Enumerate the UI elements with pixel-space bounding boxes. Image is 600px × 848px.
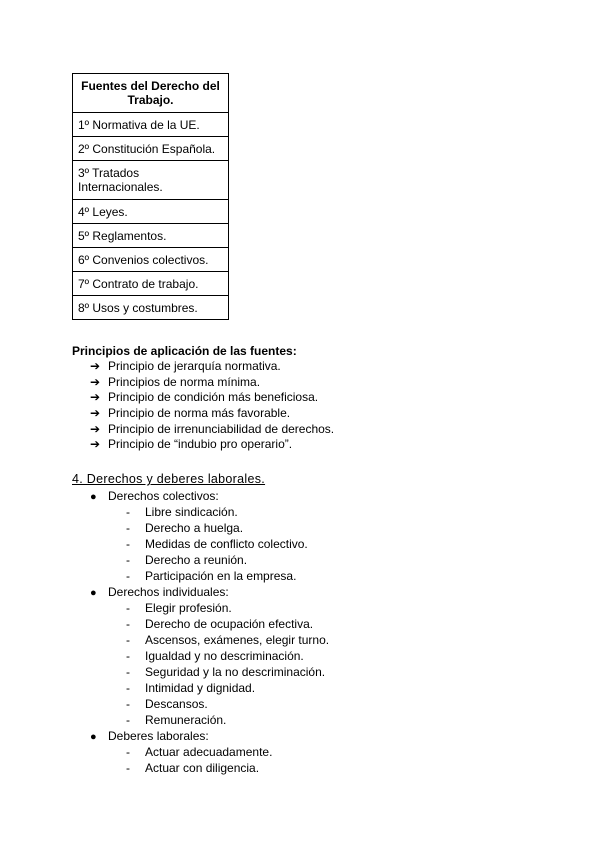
individual-rights-group xyxy=(90,584,329,728)
list-item-text: Actuar adecuadamente. xyxy=(145,745,273,759)
list-item xyxy=(126,520,308,536)
table-header-row xyxy=(73,74,229,113)
list-item-text: Participación en la empresa. xyxy=(145,569,297,583)
group-heading xyxy=(90,728,272,744)
list-item xyxy=(126,664,329,680)
table-row xyxy=(73,224,229,248)
list-item-text: Derecho de ocupación efectiva. xyxy=(145,617,314,631)
list-item xyxy=(126,536,308,552)
list-item xyxy=(126,648,329,664)
arrow-icon: ➔ xyxy=(90,390,101,405)
arrow-icon: ➔ xyxy=(90,437,101,452)
table-row xyxy=(73,200,229,224)
list-item xyxy=(126,680,329,696)
table-row xyxy=(73,272,229,296)
dash-marker: - xyxy=(126,601,130,615)
arrow-icon: ➔ xyxy=(90,359,101,373)
list-item xyxy=(90,375,334,391)
list-item xyxy=(90,422,334,438)
table-cell: 3º Tratados Internacionales. xyxy=(73,161,229,200)
dash-marker: - xyxy=(126,633,130,647)
list-item-text: Derecho a huelga. xyxy=(145,521,244,535)
list-item-text: Derecho a reunión. xyxy=(145,553,248,567)
sub-list xyxy=(90,504,308,584)
table-cell: 7º Contrato de trabajo. xyxy=(73,272,229,296)
list-item xyxy=(126,712,329,728)
table-cell: 5º Reglamentos. xyxy=(73,224,229,248)
list-item-text: Descansos. xyxy=(145,697,208,711)
sub-list xyxy=(90,744,272,776)
list-item-text: Libre sindicación. xyxy=(145,505,238,519)
dash-marker: - xyxy=(126,649,130,663)
list-item-text: Ascensos, exámenes, elegir turno. xyxy=(145,633,330,647)
list-item xyxy=(90,406,334,422)
arrow-icon: ➔ xyxy=(90,406,101,421)
list-item-text: Seguridad y la no descriminación. xyxy=(145,665,326,679)
list-item xyxy=(126,600,329,616)
group-label: Derechos individuales: xyxy=(108,585,229,599)
dash-marker: - xyxy=(126,537,130,551)
dash-marker: - xyxy=(126,569,130,583)
table-row xyxy=(73,137,229,161)
dash-marker: - xyxy=(126,505,130,519)
list-item-text: Principio de condición más beneficiosa. xyxy=(108,390,319,405)
dash-marker: - xyxy=(126,681,130,695)
list-item-text: Igualdad y no descriminación. xyxy=(145,649,304,663)
list-item-text: Principio de “indubio pro operario”. xyxy=(108,437,293,452)
dash-marker: - xyxy=(126,697,130,711)
arrow-icon: ➔ xyxy=(90,421,101,436)
bullet-icon: ● xyxy=(90,731,97,743)
list-item xyxy=(90,437,334,453)
list-item-text: Principios de norma mínima. xyxy=(108,374,261,389)
labor-duties-group xyxy=(90,728,272,776)
table-cell: 2º Constitución Española. xyxy=(73,137,229,161)
list-item-text: Principio de norma más favorable. xyxy=(108,406,291,421)
list-item xyxy=(126,632,329,648)
table-row xyxy=(73,296,229,320)
dash-marker: - xyxy=(126,553,130,567)
list-item-text: Elegir profesión. xyxy=(145,601,232,615)
section-heading: 4. Derechos y deberes laborales. xyxy=(72,472,266,486)
list-item xyxy=(126,744,272,760)
list-item xyxy=(126,552,308,568)
list-item xyxy=(126,760,272,776)
bullet-icon: ● xyxy=(90,587,97,599)
list-item-text: Actuar con diligencia. xyxy=(145,761,260,775)
list-item xyxy=(90,390,334,406)
list-item-text: Intimidad y dignidad. xyxy=(145,681,256,695)
dash-marker: - xyxy=(126,665,130,679)
table-cell: 8º Usos y costumbres. xyxy=(73,296,229,320)
list-item-text: Remuneración. xyxy=(145,713,227,727)
principles-heading: Principios de aplicación de las fuentes: xyxy=(72,344,297,358)
principles-list xyxy=(90,359,334,453)
list-item-text: Principio de jerarquía normativa. xyxy=(108,359,281,373)
list-item-text: Medidas de conflicto colectivo. xyxy=(145,537,308,551)
dash-marker: - xyxy=(126,617,130,631)
dash-marker: - xyxy=(126,521,130,535)
collective-rights-group xyxy=(90,488,308,584)
table-cell: 4º Leyes. xyxy=(73,200,229,224)
dash-marker: - xyxy=(126,745,130,759)
table-row xyxy=(73,113,229,137)
list-item xyxy=(90,359,334,375)
table-header: Fuentes del Derecho del Trabajo. xyxy=(73,74,229,113)
sources-table xyxy=(72,73,229,320)
group-heading xyxy=(90,488,308,504)
list-item-text: Principio de irrenunciabilidad de derechos. xyxy=(108,421,335,436)
bullet-icon: ● xyxy=(90,491,97,503)
table-row xyxy=(73,161,229,200)
list-item xyxy=(126,568,308,584)
list-item xyxy=(126,696,329,712)
sub-list xyxy=(90,600,329,728)
list-item xyxy=(126,616,329,632)
list-item xyxy=(126,504,308,520)
arrow-icon: ➔ xyxy=(90,374,101,389)
dash-marker: - xyxy=(126,761,130,775)
group-heading xyxy=(90,584,329,600)
group-label: Deberes laborales: xyxy=(108,729,209,743)
table-row xyxy=(73,248,229,272)
group-label: Derechos colectivos: xyxy=(108,489,219,503)
dash-marker: - xyxy=(126,713,130,727)
table-cell: 6º Convenios colectivos. xyxy=(73,248,229,272)
table-cell: 1º Normativa de la UE. xyxy=(73,113,229,137)
